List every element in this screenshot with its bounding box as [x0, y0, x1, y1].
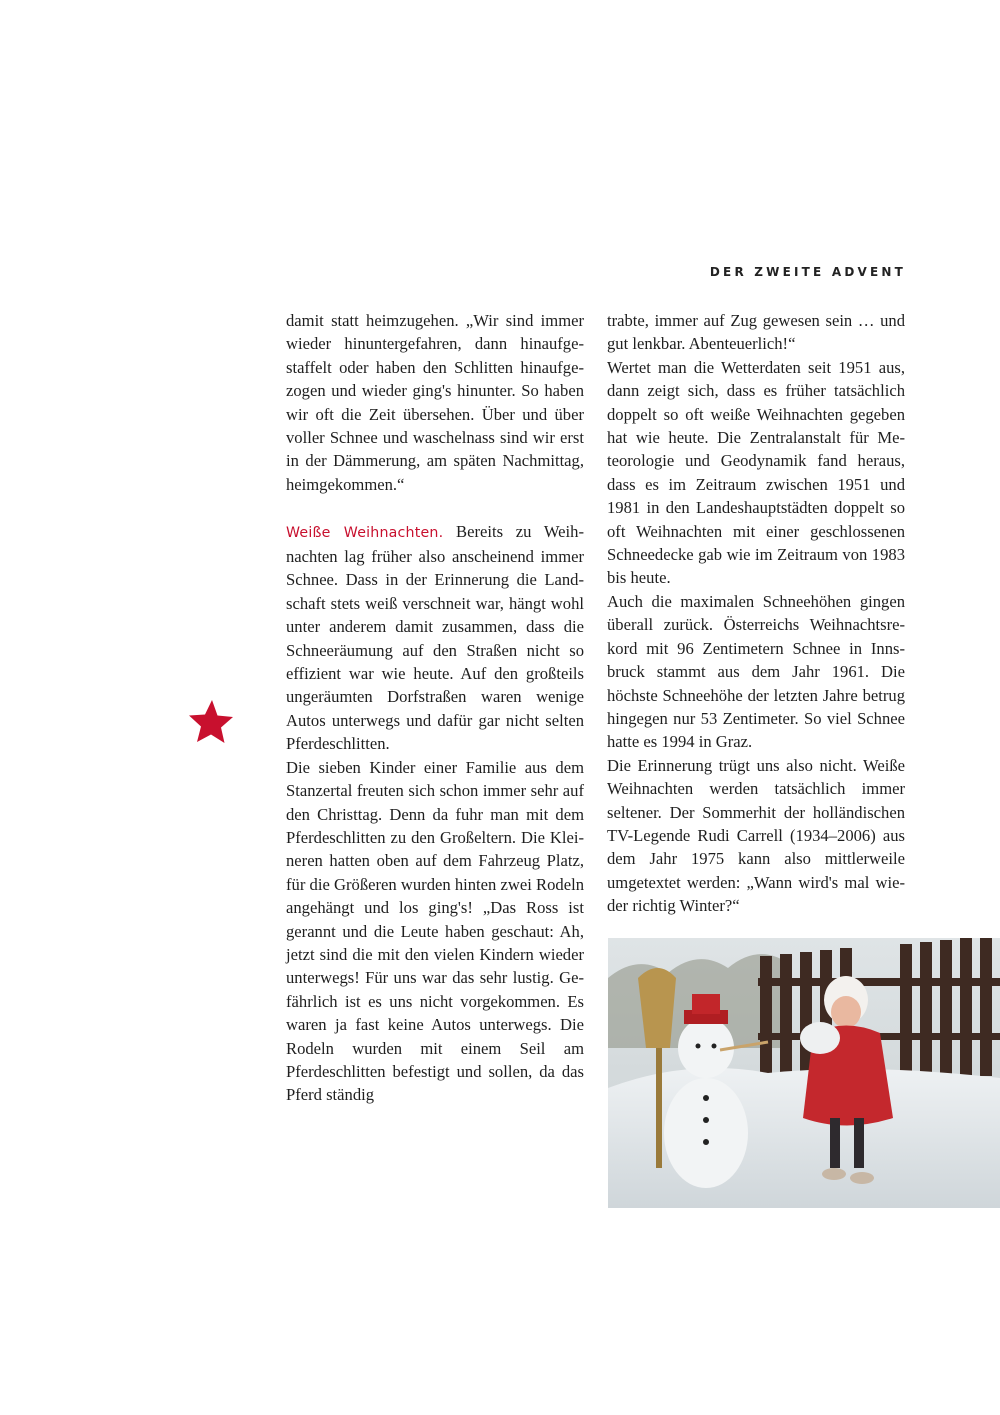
section-subhead: Weiße Weihnachten. [286, 524, 444, 541]
photo-illustration [608, 938, 1000, 1208]
left-column [286, 309, 584, 1107]
paragraph-text: Bereits zu Weihnachten lag früher also anscheinend immer Schnee. Dass in der Erinnerung die Landschaft stets weiß verschneit war, hängt wohl unter anderem damit zusammen, dass die Schneeräumung auf den Straßen nicht so effizient war wie heute. Auf den großteils ungeräumten Dorfstraßen waren wenige Autos unterwegs und dafür gar nicht selten Pferdeschlitten. [286, 521, 584, 754]
paragraph: damit statt heimzugehen. „Wir sind immer wieder hinuntergefahren, dann hinaufgestaffelt oder haben den Schlitten hinaufgezogen und wieder ging's hinunter. So haben wir oft die Zeit übersehen. Über und über voller Schnee und waschelnass sind wir erst in der Dämmerung, am späten Nachmittag, heimgekommen.“ [286, 311, 584, 494]
paragraph: Wertet man die Wetterdaten seit 1951 aus, dann zeigt sich, dass es früher tatsächlich doppelt so oft weiße Weihnachten gegeben hat wie heute. Die Zentralanstalt für Meteorologie und Geodynamik fand heraus, dass es im Zeitraum zwischen 1951 und 1981 in den Landeshauptstädten doppelt so oft Weihnachten mit einer geschlossenen Schneedecke gab wie im Zeitraum von 1983 bis heute. [607, 357, 905, 588]
paragraph: Die sieben Kinder einer Familie aus dem Stanzertal freuten sich schon immer sehr auf den Christtag. Denn da fuhr man mit dem Pferdeschlitten zu den Großeltern. Die Kleineren hatten oben auf dem Fahrzeug Platz, für die Größeren wurden hinten zwei Rodeln angehängt und los ging's! „Das Ross ist gerannt und die Leute haben geschaut: Ah, jetzt sind die mit den vielen Kindern wieder unterwegs! Für uns war das sehr lustig. Gefährlich ist es uns nicht vorgekommen. Es waren ja fast keine Autos unterwegs. Die Rodeln wurden mit einem Seil am Pferdeschlitten befestigt und sollen, da das Pferd ständig [286, 757, 584, 1105]
paragraph: Auch die maximalen Schneehöhen gingen überall zurück. Österreichs Weihnachtsrekord mit 96 Zentimetern Schnee in Innsbruck stammt aus dem Jahr 1961. Die höchste Schneehöhe der letzten Jahre betrug hingegen nur 53 Zentimeter. So viel Schnee hatte es 1994 in Graz. [607, 591, 905, 752]
red-star-icon [186, 698, 234, 746]
paragraph: Die Erinnerung trügt uns also nicht. Weiße Weihnachten werden tatsächlich immer seltener. Der Sommerhit der holländischen TV-Legende Rudi Carrell (1934–2006) aus dem Jahr 1975 kann also mittlerweile umgetextet werden: „Wann wird's mal wieder richtig Winter?“ [607, 755, 905, 916]
running-head: DER ZWEITE ADVENT [709, 265, 906, 279]
right-column [607, 309, 905, 918]
paragraph [286, 520, 584, 756]
snowman-photo [608, 938, 1000, 1208]
paragraph: trabte, immer auf Zug gewesen sein … und gut lenkbar. Abenteuerlich!“ [607, 311, 905, 354]
